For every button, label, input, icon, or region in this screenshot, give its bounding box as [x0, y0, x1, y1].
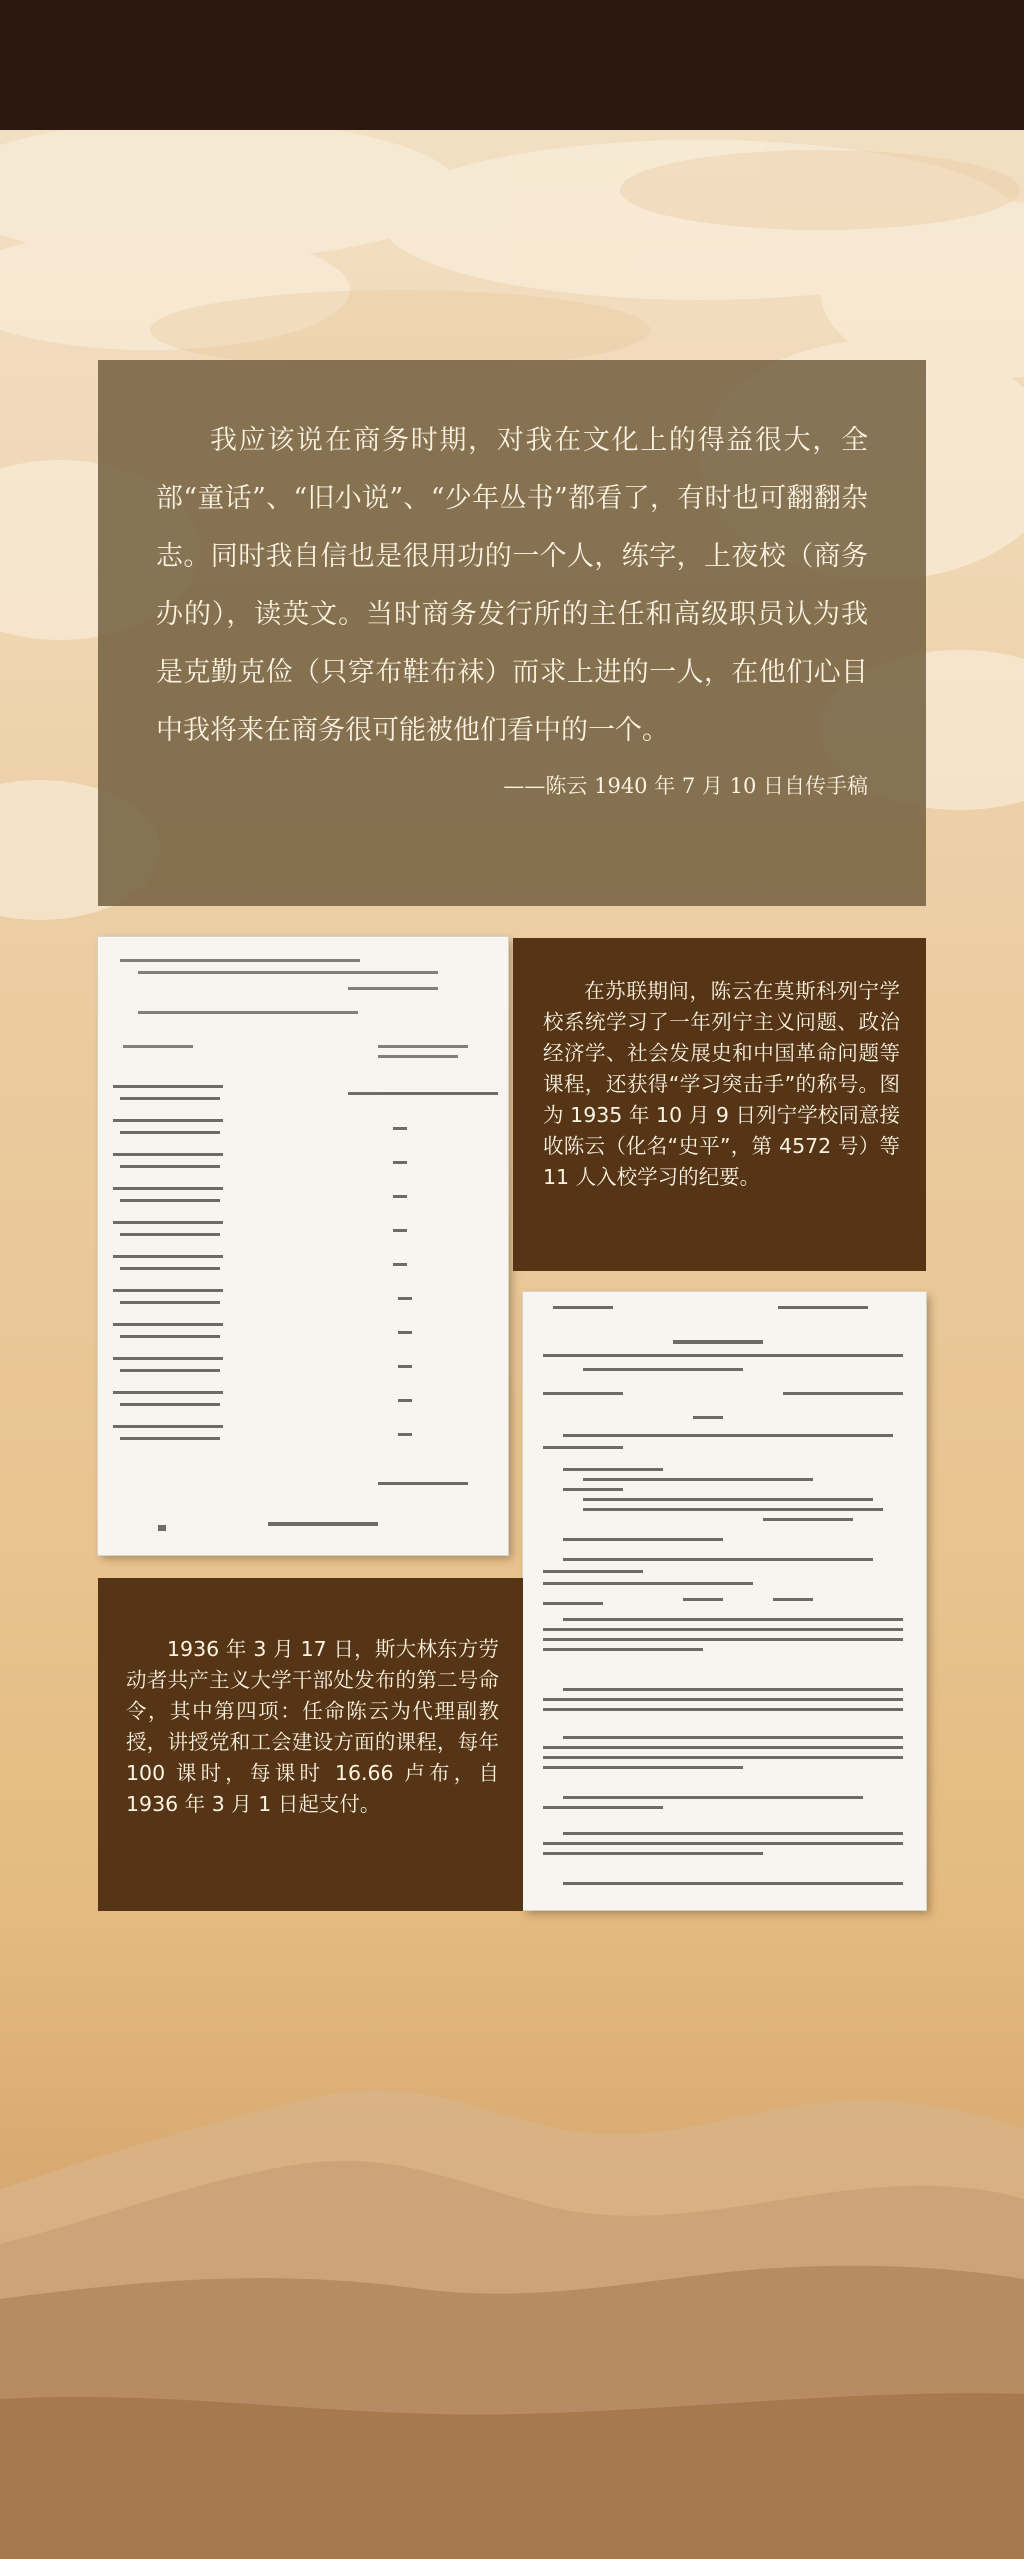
kutv-order-caption-text: 1936 年 3 月 17 日，斯大林东方劳动者共产主义大学干部处发布的第二号命令，其中第四项：任命陈云为代理副教授，讲授党和工会建设方面的课程，每年 100 课时，每课时 16.66 卢布，自 1936 年 3 月 1 日起支付。 — [126, 1637, 499, 1816]
quote-panel — [98, 360, 926, 906]
top-banner-bar — [0, 0, 1024, 130]
kutv-order-document-image — [523, 1292, 926, 1910]
kutv-order-caption — [98, 1578, 523, 1911]
lenin-school-caption-text: 在苏联期间，陈云在莫斯科列宁学校系统学习了一年列宁主义问题、政治经济学、社会发展史和中国革命问题等课程，还获得“学习突击手”的称号。图为 1935 年 10 月 9 日列宁学校同意接收陈云（化名“史平”，第 4572 号）等 11 人入校学习的纪要。 — [543, 979, 900, 1189]
typewritten-document-illustration — [98, 937, 508, 1555]
lenin-school-caption — [513, 938, 926, 1271]
quote-text: 我应该说在商务时期，对我在文化上的得益很大，全部“童话”、“旧小说”、“少年丛书”都看了，有时也可翻翻杂志。同时我自信也是很用功的一个人，练字，上夜校（商务办的），读英文。当时商务发行所的主任和高级职员认为我是克勤克俭（只穿布鞋布袜）而求上进的一人，在他们心目中我将来在商务很可能被他们看中的一个。 — [156, 425, 868, 746]
mountain-silhouette-background — [0, 1999, 1024, 2559]
typewritten-order-illustration — [523, 1292, 926, 1910]
quote-source: ——陈云 1940 年 7 月 10 日自传手稿 — [503, 774, 868, 798]
lenin-school-document-image — [98, 937, 508, 1555]
